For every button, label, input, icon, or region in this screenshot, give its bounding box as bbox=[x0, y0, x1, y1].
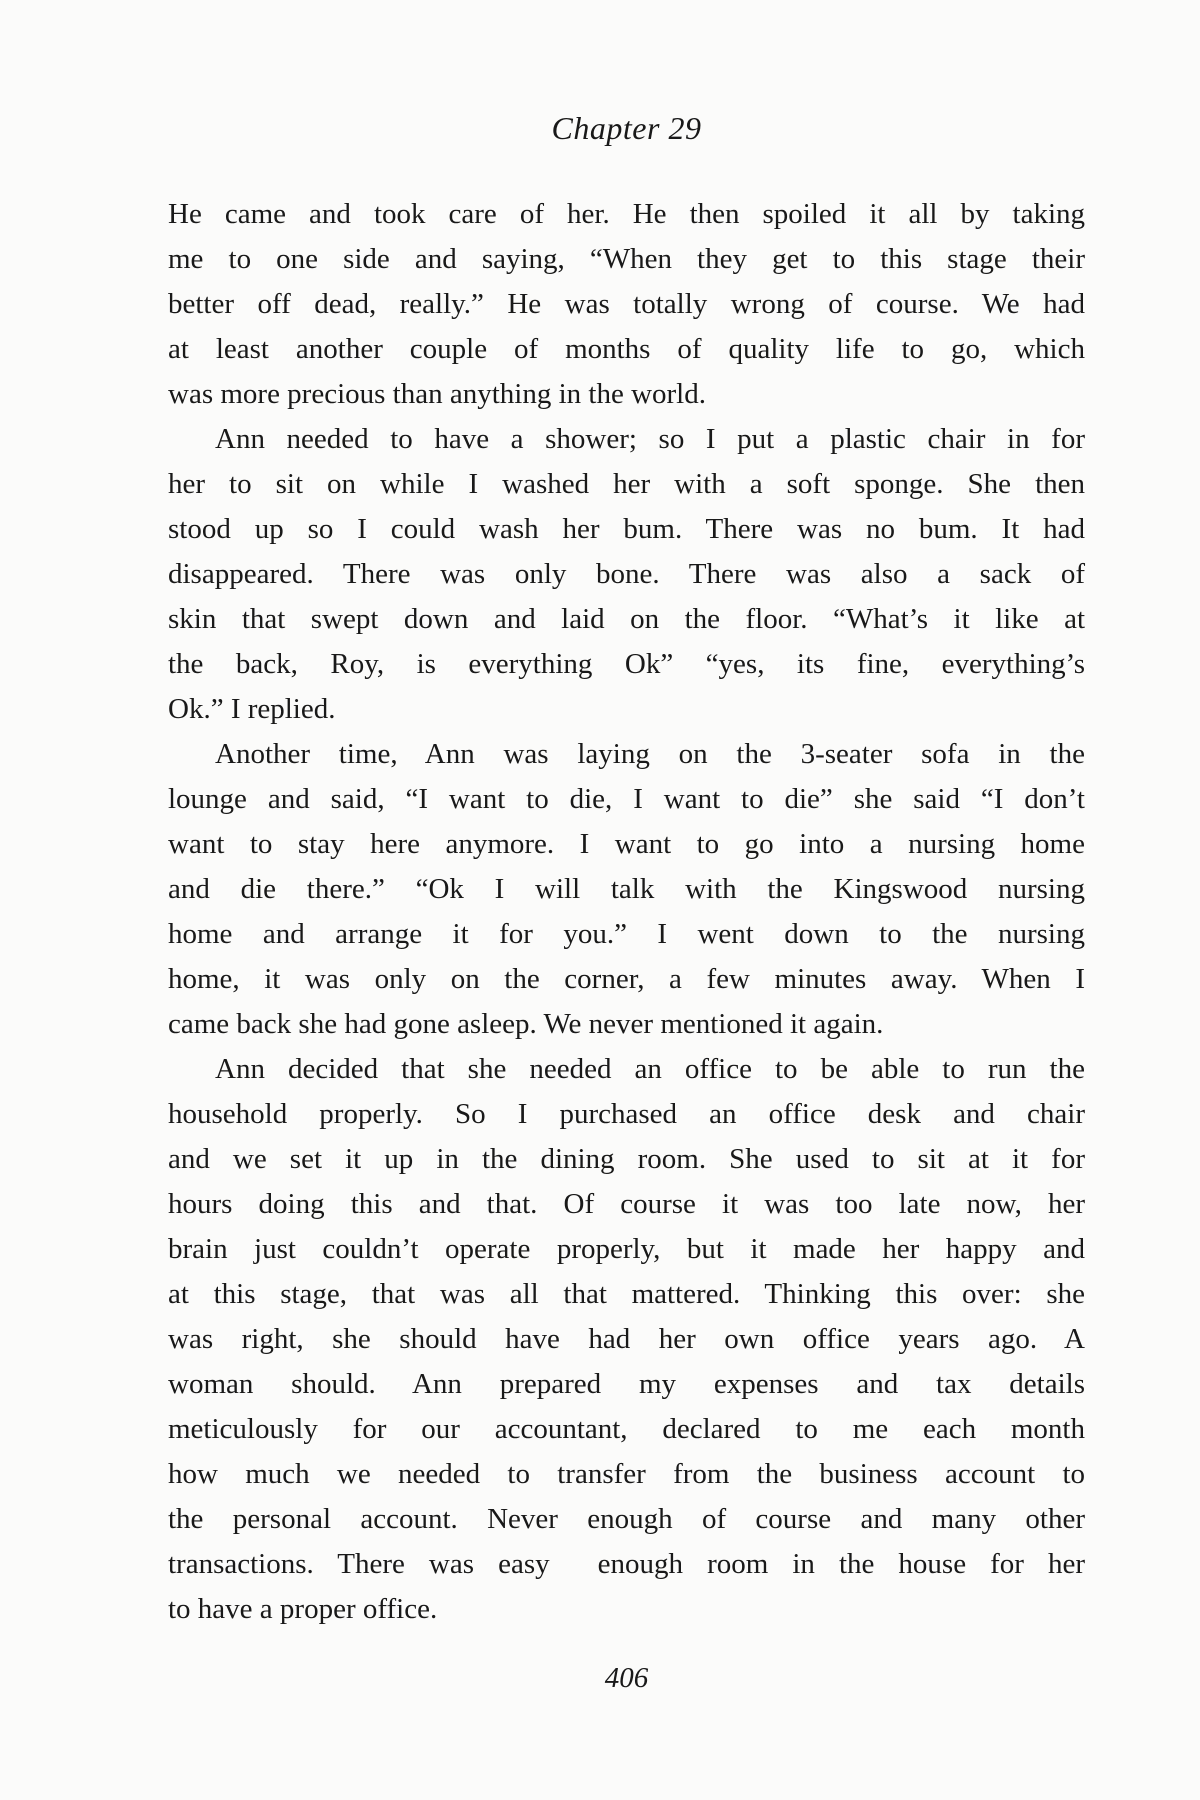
text-line: me to one side and saying, “When they get to this stage their bbox=[168, 243, 1085, 275]
text-line: stood up so I could wash her bum. There was no bum. It had bbox=[168, 513, 1085, 545]
text-line: He came and took care of her. He then spoiled it all by taking bbox=[168, 198, 1085, 230]
text-line: home and arrange it for you.” I went down to the nursing bbox=[168, 918, 1085, 950]
text-line: meticulously for our accountant, declared to me each month bbox=[168, 1413, 1085, 1445]
text-line: and die there.” “Ok I will talk with the Kingswood nursing bbox=[168, 873, 1085, 905]
text-line: at this stage, that was all that mattered. Thinking this over: she bbox=[168, 1278, 1085, 1310]
text-line: hours doing this and that. Of course it was too late now, her bbox=[168, 1188, 1085, 1220]
text-line: transactions. There was easy enough room in the house for her bbox=[168, 1548, 1085, 1580]
text-line: better off dead, really.” He was totally wrong of course. We had bbox=[168, 288, 1085, 320]
page-number: 406 bbox=[604, 1662, 649, 1694]
text-line: woman should. Ann prepared my expenses and tax details bbox=[168, 1368, 1085, 1400]
text-line: skin that swept down and laid on the floor. “What’s it like at bbox=[168, 603, 1085, 635]
text-line: want to stay here anymore. I want to go into a nursing home bbox=[168, 828, 1085, 860]
text-line: was more precious than anything in the world. bbox=[168, 378, 706, 410]
text-line: brain just couldn’t operate properly, but it made her happy and bbox=[168, 1233, 1085, 1265]
text-line: how much we needed to transfer from the business account to bbox=[168, 1458, 1085, 1490]
text-line: Ok.” I replied. bbox=[168, 693, 336, 725]
text-line: household properly. So I purchased an office desk and chair bbox=[168, 1098, 1085, 1130]
text-line: her to sit on while I washed her with a soft sponge. She then bbox=[168, 468, 1085, 500]
body-text bbox=[168, 192, 1085, 1632]
text-line: was right, she should have had her own office years ago. A bbox=[168, 1323, 1085, 1355]
text-line: and we set it up in the dining room. She used to sit at it for bbox=[168, 1143, 1085, 1175]
text-line: home, it was only on the corner, a few minutes away. When I bbox=[168, 963, 1085, 995]
text-line: Another time, Ann was laying on the 3-seater sofa in the bbox=[215, 738, 1085, 770]
text-line: at least another couple of months of quality life to go, which bbox=[168, 333, 1085, 365]
text-line: Ann needed to have a shower; so I put a plastic chair in for bbox=[215, 423, 1085, 455]
text-line: disappeared. There was only bone. There was also a sack of bbox=[168, 558, 1085, 590]
text-line: Ann decided that she needed an office to be able to run the bbox=[215, 1053, 1085, 1085]
text-line: the back, Roy, is everything Ok” “yes, its fine, everything’s bbox=[168, 648, 1085, 680]
chapter-heading: Chapter 29 bbox=[551, 110, 702, 146]
text-line: came back she had gone asleep. We never mentioned it again. bbox=[168, 1008, 884, 1040]
text-line: to have a proper office. bbox=[168, 1593, 438, 1625]
text-line: the personal account. Never enough of course and many other bbox=[168, 1503, 1085, 1535]
text-line: lounge and said, “I want to die, I want to die” she said “I don’t bbox=[168, 783, 1085, 815]
